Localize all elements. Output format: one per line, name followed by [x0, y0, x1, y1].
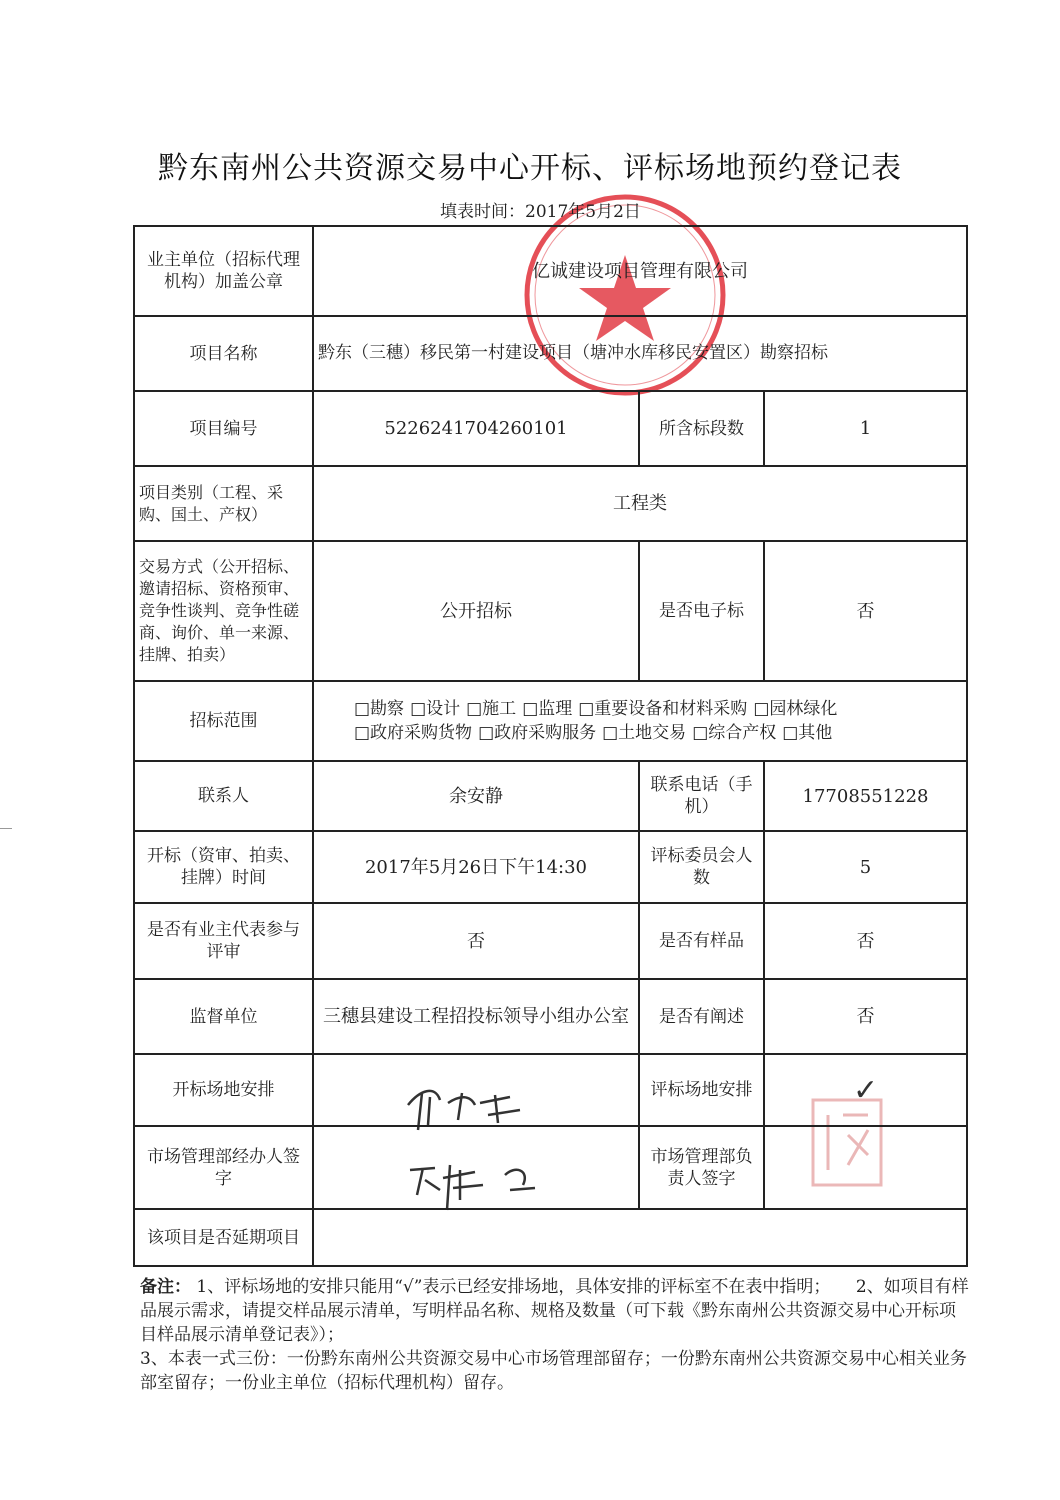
scope-option[interactable]: □设计 — [410, 699, 461, 719]
scan-mark — [0, 828, 12, 829]
fill-date: 填表时间：2017年5月2日 — [440, 202, 641, 222]
eval-venue-check: ✓ — [764, 1054, 967, 1126]
electronic-value: 否 — [764, 541, 967, 681]
method-label: 交易方式（公开招标、邀请招标、资格预审、竞争性谈判、竞争性磋商、询价、单一来源、挂牌、拍卖） — [134, 541, 313, 681]
notes-heading: 备注： — [140, 1277, 191, 1297]
scope-options — [313, 681, 967, 761]
scope-option[interactable]: □政府采购服务 — [478, 723, 597, 743]
scope-option[interactable]: □重要设备和材料采购 — [578, 699, 748, 719]
notes — [140, 1275, 970, 1395]
project-name-value: 黔东（三穗）移民第一村建设项目（塘冲水库移民安置区）勘察招标 — [313, 316, 967, 391]
samples-label: 是否有样品 — [639, 903, 764, 979]
notes-line-3: 3、本表一式三份：一份黔东南州公共资源交易中心市场管理部留存；一份黔东南州公共资源交易中心相关业务部室留存；一份业主单位（招标代理机构）留存。 — [140, 1349, 967, 1393]
sections-value: 1 — [764, 391, 967, 466]
venue-signature-cell — [313, 1054, 639, 1126]
scope-label: 招标范围 — [134, 681, 313, 761]
owner-label: 业主单位（招标代理机构）加盖公章 — [134, 226, 313, 316]
registration-table — [133, 225, 968, 1267]
scope-option[interactable]: □园林绿化 — [753, 699, 838, 719]
eval-venue-label: 评标场地安排 — [639, 1054, 764, 1126]
scope-option[interactable]: □政府采购货物 — [354, 723, 473, 743]
category-value: 工程类 — [313, 466, 967, 541]
delay-value — [313, 1209, 967, 1266]
category-label: 项目类别（工程、采购、国土、产权） — [134, 466, 313, 541]
statement-value: 否 — [764, 979, 967, 1054]
phone-value: 17708551228 — [764, 761, 967, 831]
electronic-label: 是否电子标 — [639, 541, 764, 681]
sections-label: 所含标段数 — [639, 391, 764, 466]
project-name-label: 项目名称 — [134, 316, 313, 391]
samples-value: 否 — [764, 903, 967, 979]
contact-value: 余安静 — [313, 761, 639, 831]
delay-label: 该项目是否延期项目 — [134, 1209, 313, 1266]
supervisor-label: 监督单位 — [134, 979, 313, 1054]
project-no-value: 5226241704260101 — [313, 391, 639, 466]
scope-option[interactable]: □监理 — [522, 699, 573, 719]
head-label: 市场管理部负责人签字 — [639, 1126, 764, 1209]
scope-option[interactable]: □施工 — [466, 699, 517, 719]
supervisor-value: 三穗县建设工程招投标领导小组办公室 — [313, 979, 639, 1054]
method-value: 公开招标 — [313, 541, 639, 681]
statement-label: 是否有阐述 — [639, 979, 764, 1054]
handler-label: 市场管理部经办人签字 — [134, 1126, 313, 1209]
project-no-label: 项目编号 — [134, 391, 313, 466]
open-time-label: 开标（资审、拍卖、挂牌）时间 — [134, 831, 313, 903]
contact-label: 联系人 — [134, 761, 313, 831]
scope-option[interactable]: □综合产权 — [692, 723, 777, 743]
committee-value: 5 — [764, 831, 967, 903]
owner-rep-value: 否 — [313, 903, 639, 979]
open-time-value: 2017年5月26日下午14:30 — [313, 831, 639, 903]
phone-label: 联系电话（手机） — [639, 761, 764, 831]
scope-option[interactable]: □土地交易 — [602, 723, 687, 743]
page-title: 黔东南州公共资源交易中心开标、评标场地预约登记表 — [158, 151, 902, 186]
scope-option[interactable]: □其他 — [782, 723, 833, 743]
venue-label: 开标场地安排 — [134, 1054, 313, 1126]
head-signature-cell — [764, 1126, 967, 1209]
notes-line-1: 1、评标场地的安排只能用“√”表示已经安排场地，具体安排的评标室不在表中指明； 2、如项目有样品展示需求，请提交样品展示清单，写明样品名称、规格及数量（可下载《黔东南州公共资源交易中心开标项目样品展示清单登记表》）； — [140, 1277, 969, 1345]
owner-value: 亿诚建设项目管理有限公司 — [313, 226, 967, 316]
owner-rep-label: 是否有业主代表参与评审 — [134, 903, 313, 979]
committee-label: 评标委员会人数 — [639, 831, 764, 903]
handler-signature-cell — [313, 1126, 639, 1209]
scope-option[interactable]: □勘察 — [354, 699, 405, 719]
